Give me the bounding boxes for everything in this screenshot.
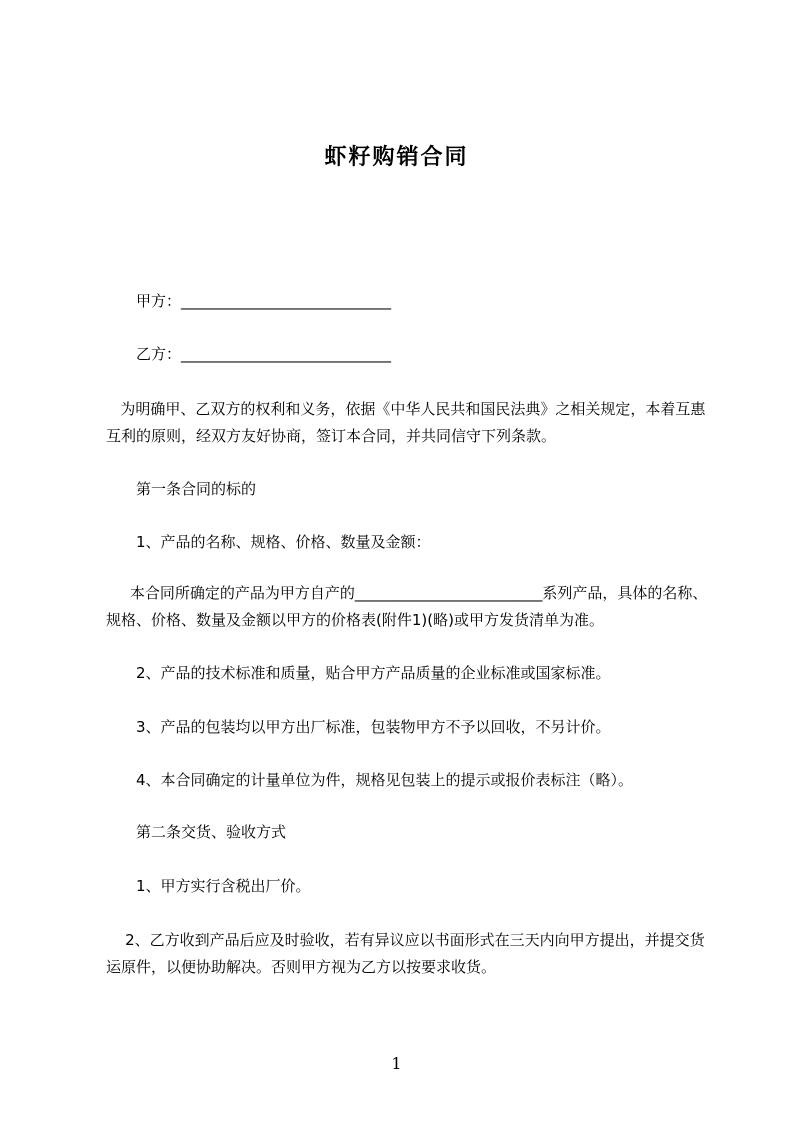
article-1-item-4: 4、本合同确定的计量单位为件，规格见包装上的提示或报价表标注（略）。 (136, 771, 634, 789)
article-2-item-2: 2、乙方收到产品后应及时验收，若有异议应以书面形式在三天内向甲方提出，并提交货运原件，以便协助解决。否则甲方视为乙方以按要求收货。 (106, 931, 705, 976)
article-1-item-2: 2、产品的技术标准和质量，贴合甲方产品质量的企业标准或国家标准。 (136, 664, 611, 682)
article-2-heading: 第二条交货、验收方式 (136, 823, 287, 841)
article-2-item-1: 1、甲方实行含税出厂价。 (136, 877, 311, 895)
article-1-item-1-body: 本合同所确定的产品为甲方自产的_________________________系列产品，具体的名称、规格、价格、数量及金额以甲方的价格表(附件1)(略)或甲方发货清单为准。 (106, 584, 708, 629)
article-1-item-1: 1、产品的名称、规格、价格、数量及金额： (136, 533, 431, 551)
page-title: 虾籽购销合同 (324, 145, 469, 170)
article-1-item-3: 3、产品的包装均以甲方出厂标准，包装物甲方不予以回收，不另计价。 (136, 718, 611, 736)
intro-paragraph: 为明确甲、乙双方的权利和义务，依据《中华人民共和国民法典》之相关规定，本着互惠互利的原则，经双方友好协商，签订本合同，并共同信守下列条款。 (106, 400, 706, 445)
article-1-heading: 第一条合同的标的 (136, 480, 257, 498)
party-b-line: 乙方：____________________________ (136, 345, 392, 363)
party-a-line: 甲方：____________________________ (136, 292, 392, 310)
page-number: 1 (391, 1054, 402, 1073)
